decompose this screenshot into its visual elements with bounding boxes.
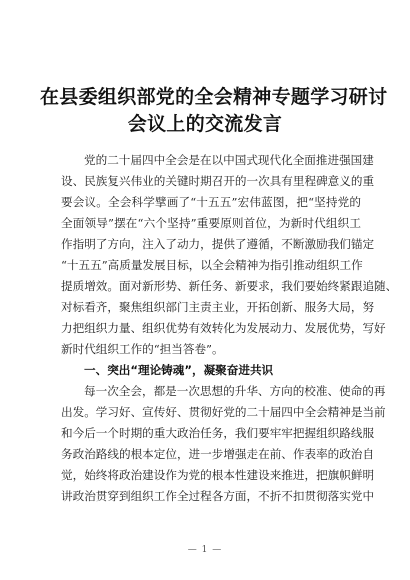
- paragraph-line: 讲政治贯穿到组织工作全过程各方面，不折不扣贯彻落实党中: [61, 489, 375, 503]
- paragraph-line: 全面领导”摆在“六个坚持”重要原则首位，为新时代组织工: [61, 216, 361, 230]
- paragraph-line: 出发。学习好、宣传好、贯彻好党的二十届四中全会精神是当前: [61, 405, 386, 419]
- paragraph-line: 设、民族复兴伟业的关键时期召开的一次具有里程碑意义的重: [61, 174, 375, 188]
- paragraph-line: 党的二十届四中全会是在以中国式现代化全面推进强国建: [84, 153, 374, 167]
- title-line-1: 在县委组织部党的全会精神专题学习研讨: [40, 86, 388, 108]
- paragraph-line: 作指明了方向，注入了动力，提供了遵循，不断激励我们锚定: [61, 237, 375, 251]
- document-body: [61, 150, 398, 507]
- document-title: [40, 84, 388, 138]
- paragraph-line: 每一次全会，都是一次思想的升华、方向的校准、使命的再: [84, 384, 386, 398]
- paragraph-intro: [61, 150, 398, 360]
- paragraph-line: 要会议。全会科学擘画了“十五五”宏伟蓝图，把“坚持党的: [61, 195, 361, 209]
- paragraph-line: 提质增效。面对新形势、新任务、新要求，我们要始终紧跟追随、: [61, 279, 398, 293]
- paragraph-line: 新时代组织工作的“担当答卷”。: [61, 342, 224, 356]
- paragraph-line: 务政治路线的根本定位，进一步增强走在前、作表率的政治自: [61, 447, 375, 461]
- paragraph-section-1: [61, 381, 386, 507]
- paragraph-line: 力把组织力量、组织优势有效转化为发展动力、发展优势，写好: [61, 321, 386, 335]
- title-line-2: 会议上的交流发言: [127, 113, 283, 135]
- page-number: — 1 —: [187, 545, 223, 555]
- paragraph-line: 对标看齐，聚焦组织部门主责主业，开拓创新、服务大局，努: [61, 300, 375, 314]
- paragraph-line: 觉，始终将政治建设作为党的根本性建设来推进，把旗帜鲜明: [61, 468, 375, 482]
- section-heading: 一、突出“理论铸魂”，凝聚奋进共识: [84, 363, 274, 377]
- paragraph-line: “十五五”高质量发展目标，以全会精神为指引推动组织工作: [61, 258, 363, 272]
- paragraph-line: 和今后一个时期的重大政治任务，我们要牢牢把握组织路线服: [61, 426, 375, 440]
